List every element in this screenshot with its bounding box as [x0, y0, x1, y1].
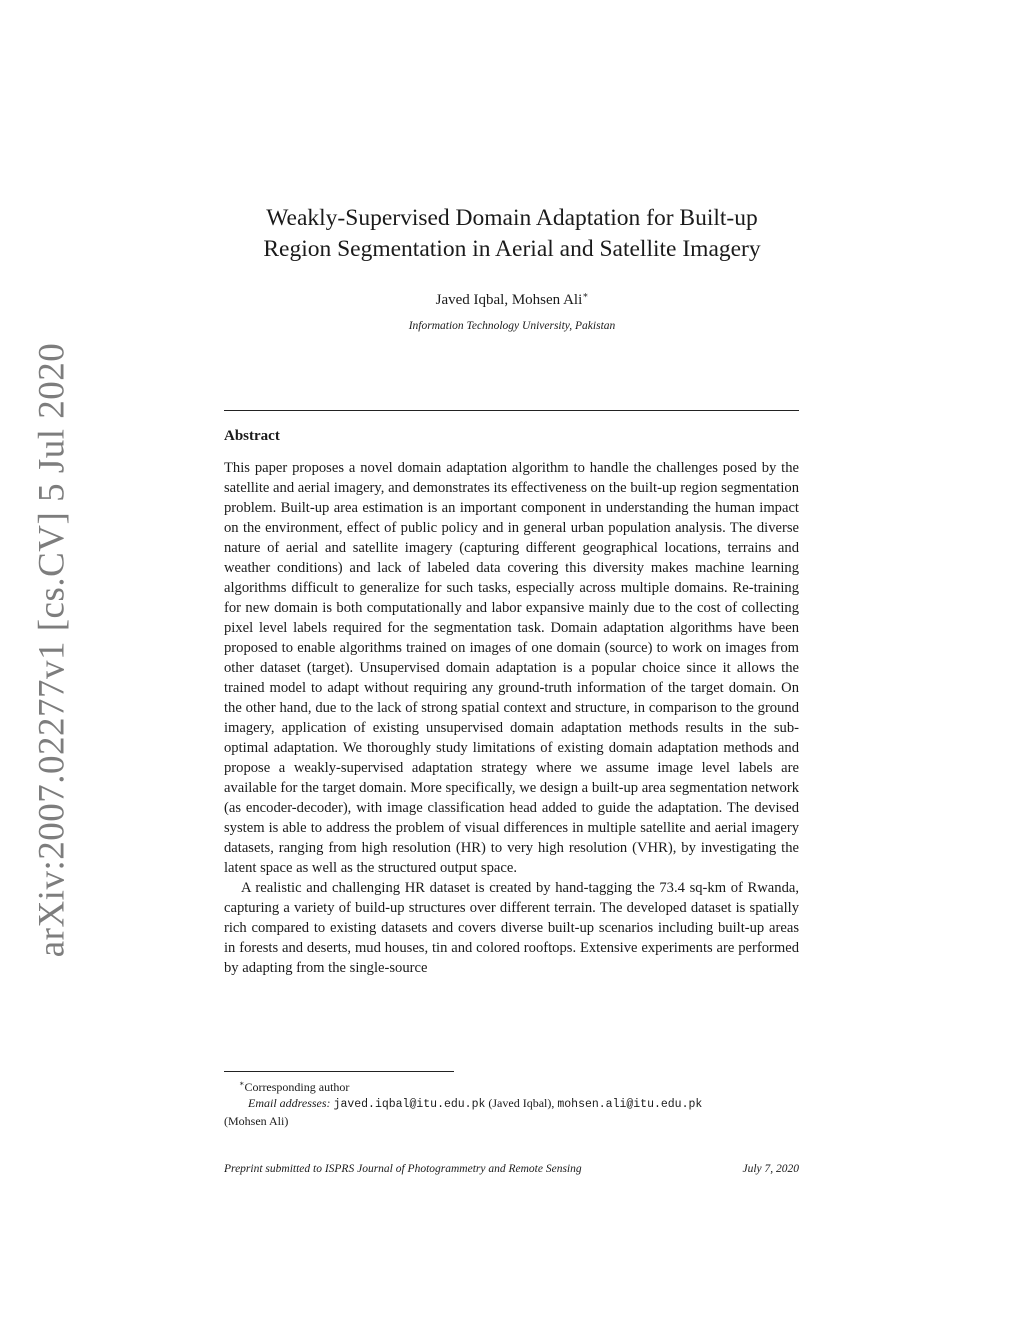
- footnote-corresponding-text: Corresponding author: [244, 1080, 350, 1094]
- footnotes: [224, 1076, 799, 1129]
- submission-note: Preprint submitted to ISPRS Journal of Photogrammetry and Remote Sensing: [224, 1163, 582, 1175]
- arxiv-identifier: arXiv:2007.02277v1 [cs.CV] 5 Jul 2020: [31, 342, 73, 958]
- abstract-paragraph-1: This paper proposes a novel domain adaptation algorithm to handle the challenges posed by the satellite and aerial imagery, and demonstrates its effectiveness on the built-up region segmentation problem. Built-up area estimation is an important component in understanding the human impact on the environment, effect of public policy and in general urban population analysis. The diverse nature of aerial and satellite imagery (capturing different geographical locations, terrains and weather conditions) and lack of labeled data covering this diversity makes machine learning algorithms difficult to generalize for such tasks, especially across multiple domains. Re-training for new domain is both computationally and labor expansive mainly due to the cost of collecting pixel level labels required for the segmentation task. Domain adaptation algorithms have been proposed to enable algorithms trained on images of one domain (source) to work on images from other dataset (target). Unsupervised domain adaptation is a popular choice since it allows the trained model to adapt without requiring any ground-truth information of the target domain. On the other hand, due to the lack of strong spatial context and structure, in comparison to the ground imagery, application of existing unsupervised domain adaptation methods results in the sub-optimal adaptation. We thoroughly study limitations of existing domain adaptation methods and propose a weakly-supervised adaptation strategy where we assume image level labels are available for the target domain. More specifically, we design a built-up area segmentation network (as encoder-decoder), with image classification head added to guide the adaptation. The devised system is able to address the problem of visual differences in multiple satellite and aerial imagery datasets, ranging from high resolution (HR) to very high resolution (VHR), by investigating the latent space as well as the structured output space.: [224, 460, 799, 876]
- abstract-heading: Abstract: [224, 428, 280, 444]
- affiliation: Information Technology University, Pakistan: [408, 320, 616, 332]
- footnote-emails: [224, 1095, 799, 1113]
- email-owner-2: (Mohsen Ali): [224, 1114, 289, 1128]
- abstract-paragraph-2: A realistic and challenging HR dataset is created by hand-tagging the 73.4 sq-km of Rwanda, capturing a variety of build-up structures over different terrain. The developed dataset is spatially rich compared to existing datasets and covers diverse built-up scenarios including built-up areas in forests and deserts, mud houses, tin and colored rooftops. Extensive experiments are performed by adapting from the single-source: [224, 880, 799, 976]
- header-rule: [224, 410, 799, 411]
- author-names: Javed Iqbal, Mohsen Ali: [435, 292, 583, 308]
- footnote-corresponding: [224, 1076, 799, 1095]
- email-owner-1: (Javed Iqbal),: [488, 1096, 555, 1110]
- page-footer: [224, 1163, 799, 1175]
- author-list: [200, 290, 824, 309]
- email-link-2[interactable]: mohsen.ali@itu.edu.pk: [557, 1098, 703, 1111]
- corresponding-author-mark: ∗: [582, 290, 589, 300]
- title-line-1: Weakly-Supervised Domain Adaptation for Built-up: [266, 205, 758, 231]
- abstract-body: [224, 458, 799, 978]
- footer-date: July 7, 2020: [742, 1163, 799, 1175]
- title-line-2: Region Segmentation in Aerial and Satellite Imagery: [263, 236, 761, 262]
- email-link-1[interactable]: javed.iqbal@itu.edu.pk: [333, 1098, 486, 1111]
- footnote-rule: [224, 1071, 454, 1072]
- paper-title: [200, 203, 824, 265]
- footnote-mark: ∗: [239, 1079, 245, 1088]
- email-label: Email addresses:: [248, 1096, 331, 1110]
